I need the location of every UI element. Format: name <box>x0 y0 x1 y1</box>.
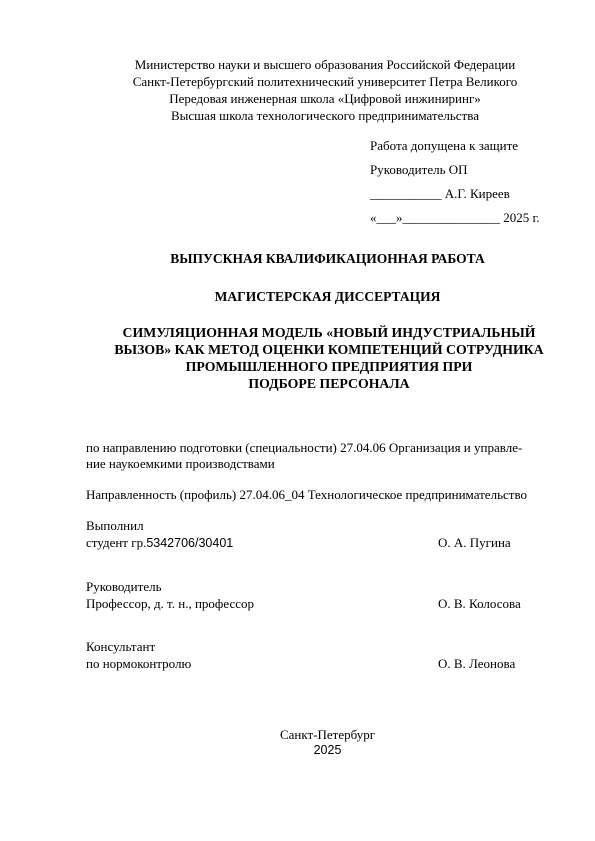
school-line: Передовая инженерная школа «Цифровой инжиниринг» <box>169 91 481 106</box>
direction-line-2: ние наукоемкими производствами <box>86 456 275 471</box>
document-subtype: МАГИСТЕРСКАЯ ДИССЕРТАЦИЯ <box>214 289 441 304</box>
admitted-text: Работа допущена к защите <box>370 138 519 153</box>
supervisor-row <box>86 596 536 612</box>
supervisor-label: Руководитель <box>86 579 162 594</box>
supervisor-role-text: Руководитель ОП <box>370 162 468 177</box>
footer-year: 2025 <box>313 743 342 757</box>
date-line: «___»_______________ 2025 г. <box>370 210 540 225</box>
performer-row <box>86 535 536 551</box>
student-name: О. А. Пугина <box>438 535 511 550</box>
university-line: Санкт-Петербургский политехнический университет Петра Великого <box>132 74 518 89</box>
signature-line: ___________ А.Г. Киреев <box>370 186 510 201</box>
ministry-line: Министерство науки и высшего образования Российской Федерации <box>134 57 516 72</box>
supervisor-name: О. В. Колосова <box>438 596 521 611</box>
student-prefix: студент гр. <box>86 535 147 550</box>
thesis-title <box>70 324 588 392</box>
profile-line: Направленность (профиль) 27.04.06_04 Технологическое предпринимательство <box>86 487 527 502</box>
direction-line-1: по направлению подготовки (специальности) 27.04.06 Организация и управле- <box>86 440 523 455</box>
title-line: ПОДБОРЕ ПЕРСОНАЛА <box>248 376 410 391</box>
department-line: Высшая школа технологического предпринимательства <box>171 108 479 123</box>
title-line: СИМУЛЯЦИОННАЯ МОДЕЛЬ «НОВЫЙ ИНДУСТРИАЛЬНЫЙ <box>122 325 536 340</box>
student-group: 5342706/30401 <box>146 536 234 550</box>
document-type: ВЫПУСКНАЯ КВАЛИФИКАЦИОННАЯ РАБОТА <box>170 251 485 266</box>
institution-header <box>0 56 595 124</box>
consultant-role: по нормоконтролю <box>86 656 192 671</box>
title-line: ПРОМЫШЛЕННОГО ПРЕДПРИЯТИЯ ПРИ <box>185 359 473 374</box>
footer-city: Санкт-Петербург <box>279 727 376 742</box>
consultant-name: О. В. Леонова <box>438 656 516 671</box>
consultant-row <box>86 656 536 672</box>
title-line: ВЫЗОВ» КАК МЕТОД ОЦЕНКИ КОМПЕТЕНЦИЙ СОТРУДНИКА <box>114 342 544 357</box>
supervisor-position: Профессор, д. т. н., профессор <box>86 596 254 611</box>
performer-label: Выполнил <box>86 518 144 533</box>
consultant-label: Консультант <box>86 639 156 654</box>
